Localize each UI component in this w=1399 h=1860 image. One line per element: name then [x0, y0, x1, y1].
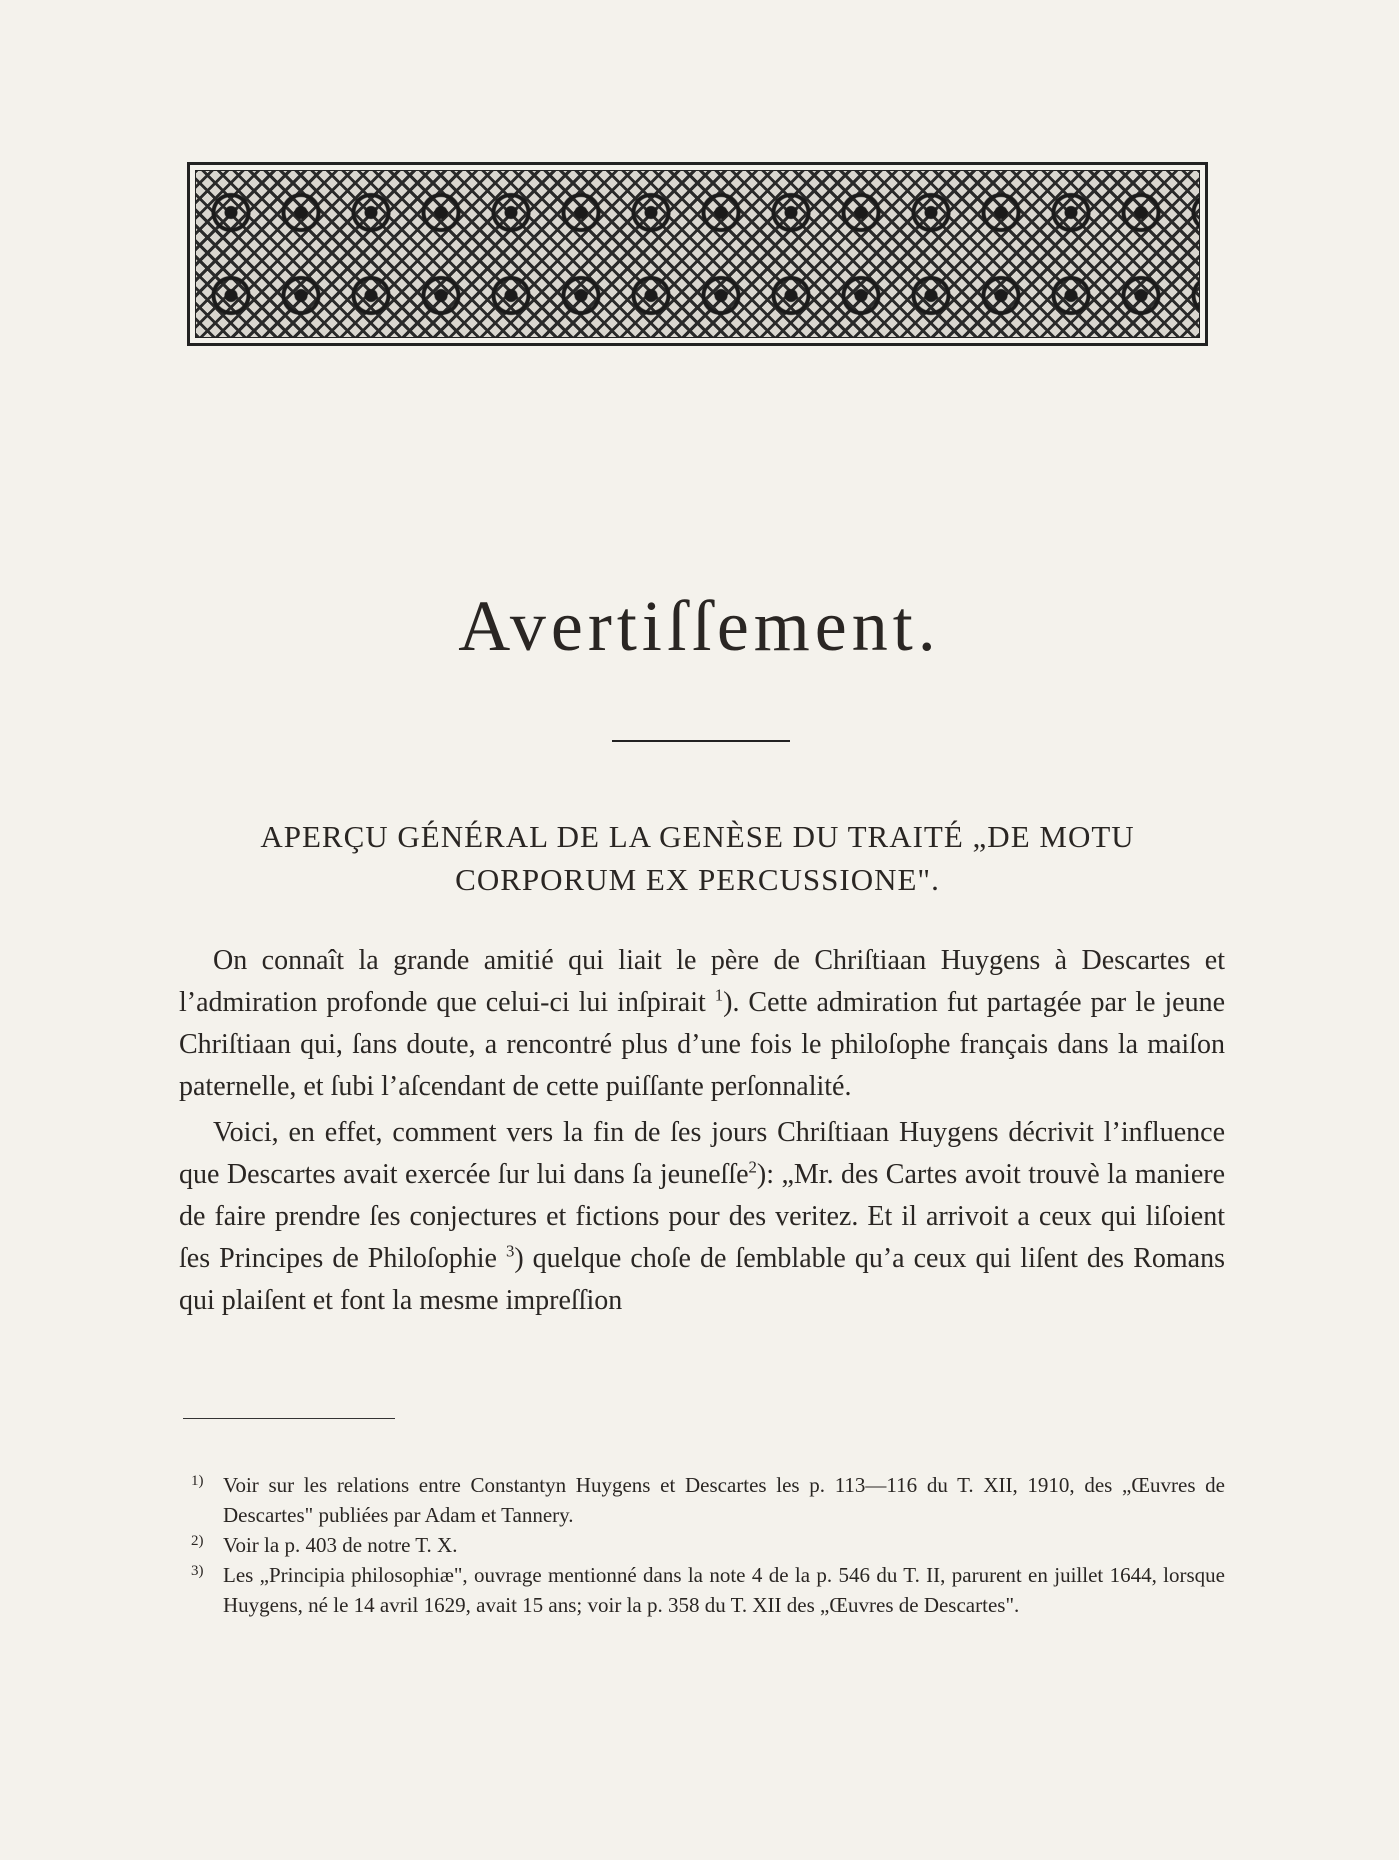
footnote-marker: 3) [191, 1563, 204, 1579]
footnote-reference: 3 [505, 1241, 515, 1261]
footnote [191, 1530, 1225, 1560]
paragraph [179, 940, 1225, 1108]
footnote [191, 1560, 1225, 1620]
footnote-divider [183, 1418, 395, 1419]
title-divider [612, 740, 790, 742]
paragraph-text: Voici, en effet, comment vers la fin de ſes jours Chriſtiaan Huygens décrivit l’influence que Descartes avait exercée ſur lui dans ſa jeuneſſe [179, 1117, 1225, 1190]
footnote-marker: 1) [191, 1473, 204, 1489]
footnotes [191, 1470, 1225, 1620]
paragraph-text: ): „Mr. des Cartes avoit trouvè la maniere de faire prendre ſes conjectures et fictions pour des veritez. Et il arrivoit a ceux qui liſoient ſes Principes de Philoſophie [179, 1159, 1226, 1274]
footnote-text: Voir la p. 403 de notre T. X. [223, 1533, 458, 1557]
footnote-marker: 2) [191, 1533, 204, 1549]
footnote-text: Les „Principia philosophiæ", ouvrage mentionné dans la note 4 de la p. 546 du T. II, parurent en juillet 1644, lorsque Huygens, né le 14 avril 1629, avait 15 ans; voir la p. 358 du T. XII des „Œuvres de Descartes". [223, 1563, 1225, 1617]
footnote-reference: 1 [714, 985, 724, 1005]
footnote-reference: 2 [748, 1157, 757, 1177]
paragraph [179, 1112, 1225, 1322]
paragraph-text: On connaît la grande amitié qui liait le père de Chriſtiaan Huygens à Descartes et l’admiration profonde que celui-ci lui inſpirait [179, 945, 1225, 1018]
ornament-pattern [195, 170, 1200, 338]
footnote [191, 1470, 1225, 1530]
paragraph-text: ). Cette admiration fut partagée par le jeune Chriſtiaan qui, ſans doute, a rencontré plus d’une fois le philoſophe français dans la maiſon paternelle, et ſubi l’aſcendant de cette puiſſante perſonnalité. [179, 987, 1225, 1102]
page-title: Avertiſſement. [458, 586, 941, 666]
section-heading: APERÇU GÉNÉRAL DE LA GENÈSE DU TRAITÉ „DE MOTU CORPORUM EX PERCUSSIONE". [260, 819, 1135, 897]
ornamental-header-band [187, 162, 1208, 346]
paragraph-text: ) quelque choſe de ſemblable qu’a ceux qui liſent des Romans qui plaiſent et font la mesme impreſſion [179, 1243, 1225, 1316]
footnote-text: Voir sur les relations entre Constantyn Huygens et Descartes les p. 113—116 du T. XII, 1910, des „Œuvres de Descartes" publiées par Adam et Tannery. [223, 1473, 1225, 1527]
body-text [179, 940, 1225, 1322]
